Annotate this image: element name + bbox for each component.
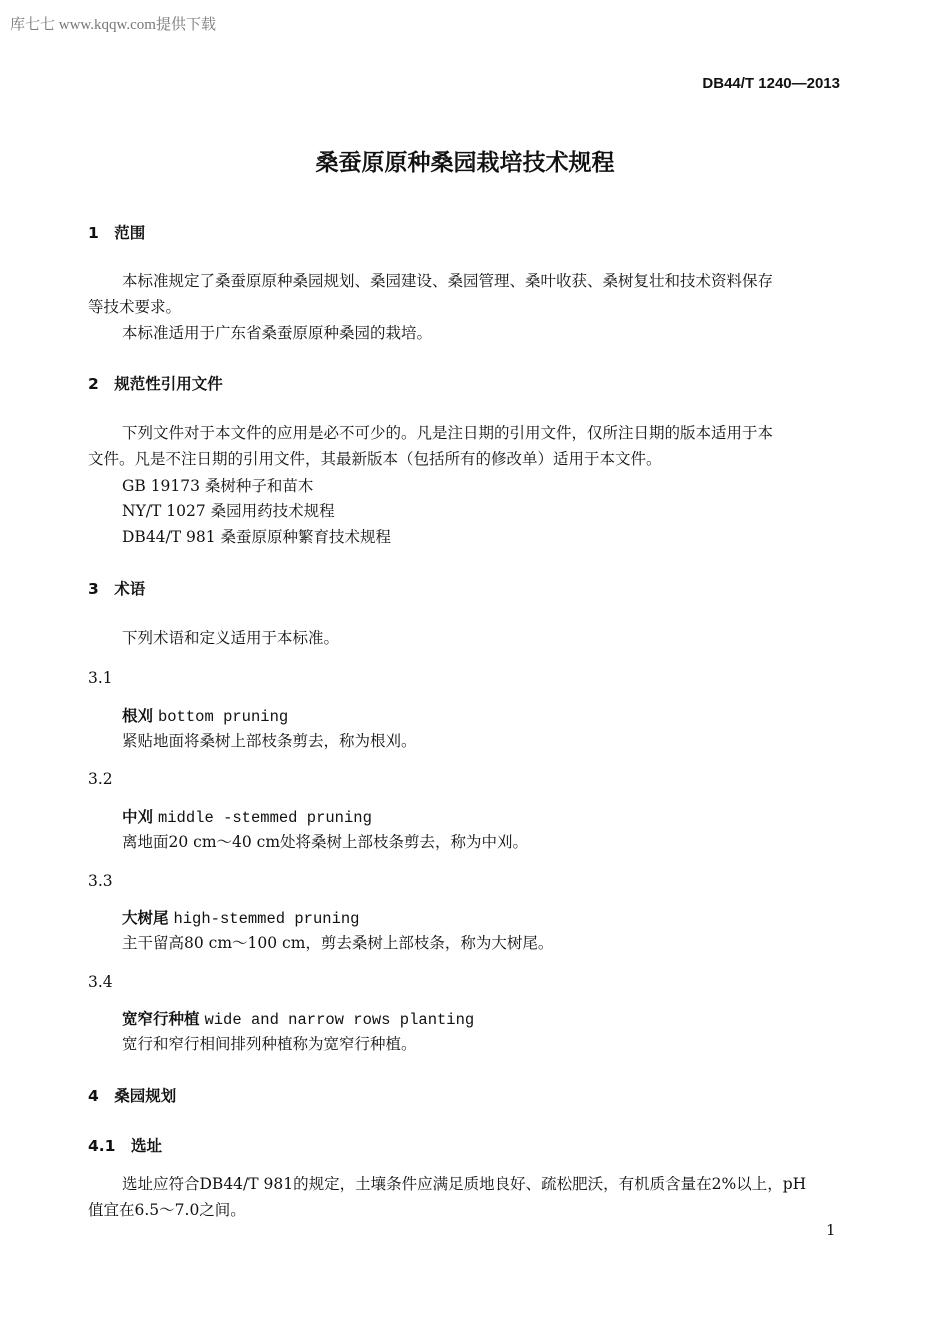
paragraph: 等技术要求。 bbox=[88, 298, 182, 316]
reference-item: NY/T 1027 桑园用药技术规程 bbox=[122, 502, 335, 520]
term-number: 3.4 bbox=[88, 973, 113, 991]
paragraph: 本标准规定了桑蚕原原种桑园规划、桑园建设、桑园管理、桑叶收获、桑树复壮和技术资料保存 bbox=[122, 272, 774, 290]
paragraph: 下列文件对于本文件的应用是必不可少的。凡是注日期的引用文件，仅所注日期的版本适用于本 bbox=[122, 424, 774, 442]
term-title: 中刈 middle -stemmed pruning bbox=[122, 808, 372, 827]
paragraph: 选址应符合DB44/T 981的规定，土壤条件应满足质地良好、疏松肥沃，有机质含量在2%以上，pH bbox=[122, 1175, 807, 1193]
page-number: 1 bbox=[826, 1221, 836, 1239]
section-4-heading: 4 桑园规划 bbox=[88, 1087, 177, 1105]
term-number: 3.3 bbox=[88, 872, 113, 890]
paragraph: 本标准适用于广东省桑蚕原原种桑园的栽培。 bbox=[122, 324, 433, 342]
subsection-heading: 4.1 选址 bbox=[88, 1137, 162, 1155]
paragraph: 下列术语和定义适用于本标准。 bbox=[122, 629, 340, 647]
term-title: 宽窄行种植 wide and narrow rows planting bbox=[122, 1010, 475, 1029]
paragraph: 文件。凡是不注日期的引用文件，其最新版本（包括所有的修改单）适用于本文件。 bbox=[88, 450, 662, 468]
section-1-heading: 1 范围 bbox=[88, 224, 146, 242]
reference-item: DB44/T 981 桑蚕原原种繁育技术规程 bbox=[122, 528, 392, 546]
term-title: 大树尾 high-stemmed pruning bbox=[122, 909, 360, 928]
term-number: 3.2 bbox=[88, 770, 113, 788]
term-definition: 宽行和窄行相间排列种植称为宽窄行种植。 bbox=[122, 1035, 417, 1053]
term-title: 根刈 bottom pruning bbox=[122, 707, 289, 726]
standard-number: DB44/T 1240—2013 bbox=[702, 75, 840, 92]
term-definition: 紧贴地面将桑树上部枝条剪去，称为根刈。 bbox=[122, 732, 417, 750]
section-3-heading: 3 术语 bbox=[88, 580, 146, 598]
reference-item: GB 19173 桑树种子和苗木 bbox=[122, 477, 314, 495]
paragraph: 值宜在6.5～7.0之间。 bbox=[88, 1201, 246, 1219]
section-2-heading: 2 规范性引用文件 bbox=[88, 375, 223, 393]
document-title: 桑蚕原原种桑园栽培技术规程 bbox=[315, 150, 615, 176]
term-definition: 主干留高80 cm～100 cm，剪去桑树上部枝条，称为大树尾。 bbox=[122, 934, 554, 952]
term-number: 3.1 bbox=[88, 669, 113, 687]
watermark: 库七七 www.kqqw.com提供下载 bbox=[10, 17, 216, 33]
term-definition: 离地面20 cm～40 cm处将桑树上部枝条剪去，称为中刈。 bbox=[122, 833, 529, 851]
